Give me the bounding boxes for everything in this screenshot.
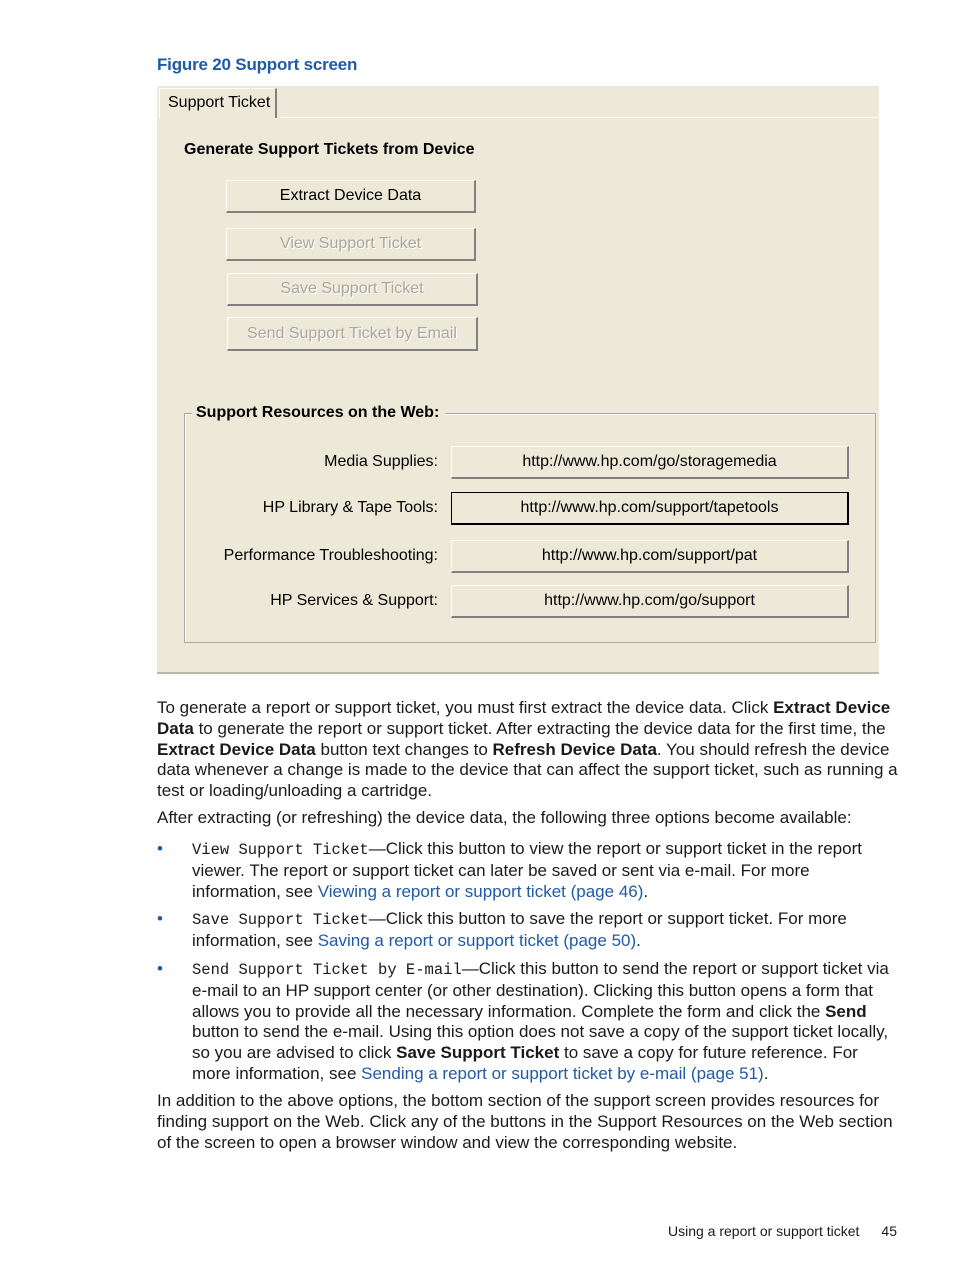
list-item: • Send Support Ticket by E-mail—Click this button to send the report or support ticket via e-mail to an HP support center (or other destination). Clicking this button opens a form that allows you to provide all the necessary information. Complete the form and click the Send button to send the e-mail. Using this option does not save a copy of the support ticket locally, so you are advised to click Save Support Ticket to save a copy for future reference. For more information, see Sending a report or support ticket by e-mail (page 51). [157,959,889,1083]
media-supplies-url-button[interactable]: http://www.hp.com/go/storagemedia [451,446,849,479]
support-dialog [157,86,879,674]
page-footer [668,1223,897,1239]
extract-device-data-button[interactable]: Extract Device Data [226,180,476,213]
link-saving-report[interactable]: Saving a report or support ticket (page 50) [317,930,637,950]
resource-label-performance: Performance Troubleshooting: [223,547,438,564]
bullet-icon: • [157,839,163,858]
list-item: • Save Support Ticket—Click this button to save the report or support ticket. For more information, see Saving a report or support ticket (page 50). [157,909,847,950]
bullet-icon: • [157,909,163,928]
generate-section-title: Generate Support Tickets from Device [184,141,475,158]
tab-divider [281,117,879,118]
footer-section-title: Using a report or support ticket [668,1223,860,1239]
bold-extract-device-data: Extract Device Data [157,698,891,738]
link-viewing-report[interactable]: Viewing a report or support ticket (page 46) [317,881,644,901]
code-view-support-ticket: View Support Ticket [192,841,369,859]
page-number: 45 [881,1223,897,1239]
link-sending-report[interactable]: Sending a report or support ticket by e-mail (page 51) [361,1063,764,1083]
tapetools-url-button[interactable]: http://www.hp.com/support/tapetools [451,492,849,525]
code-send-support-ticket: Send Support Ticket by E-mail [192,961,462,979]
tab-bar [157,86,879,118]
resource-label-services: HP Services & Support: [270,592,438,609]
bold-extract-device-data-2: Extract Device Data [157,739,316,759]
resource-label-tapetools: HP Library & Tape Tools: [262,499,438,516]
figure-caption: Figure 20 Support screen [157,55,358,74]
save-support-ticket-button[interactable]: Save Support Ticket [227,273,478,306]
view-support-ticket-button[interactable]: View Support Ticket [226,228,476,261]
bold-send: Send [825,1001,867,1021]
bullet-icon: • [157,959,163,978]
bold-refresh-device-data: Refresh Device Data [492,739,657,759]
services-url-button[interactable]: http://www.hp.com/go/support [451,585,849,618]
resources-paragraph: In addition to the above options, the bottom section of the support screen provides resources for finding support on the Web. Click any of the buttons in the Support Resources on the Web section of the screen to open a browser window and view the corresponding website. [157,1091,893,1152]
code-save-support-ticket: Save Support Ticket [192,911,369,929]
bold-save-support-ticket: Save Support Ticket [396,1043,560,1063]
list-item: • View Support Ticket—Click this button to view the report or support ticket in the report viewer. The report or support ticket can later be saved or sent via e-mail. For more information, see Viewing a report or support ticket (page 46). [157,839,862,901]
intro-paragraph: To generate a report or support ticket, you must first extract the device data. Click Extract Device Data to generate the report or support ticket. After extracting the device data for the first time, the Extract Device Data button text changes to Refresh Device Data. You should refresh the device data whenever a change is made to the device that can affect the support ticket, such as running a test or loading/unloading a cartridge. [157,698,898,801]
resource-label-media: Media Supplies: [324,453,438,470]
performance-url-button[interactable]: http://www.hp.com/support/pat [451,540,849,573]
options-intro-paragraph: After extracting (or refreshing) the device data, the following three options become available: [157,808,852,827]
tab-support-ticket[interactable]: Support Ticket [159,88,277,118]
resources-section-title: Support Resources on the Web: [192,404,445,422]
send-support-ticket-email-button[interactable]: Send Support Ticket by Email [227,317,478,351]
